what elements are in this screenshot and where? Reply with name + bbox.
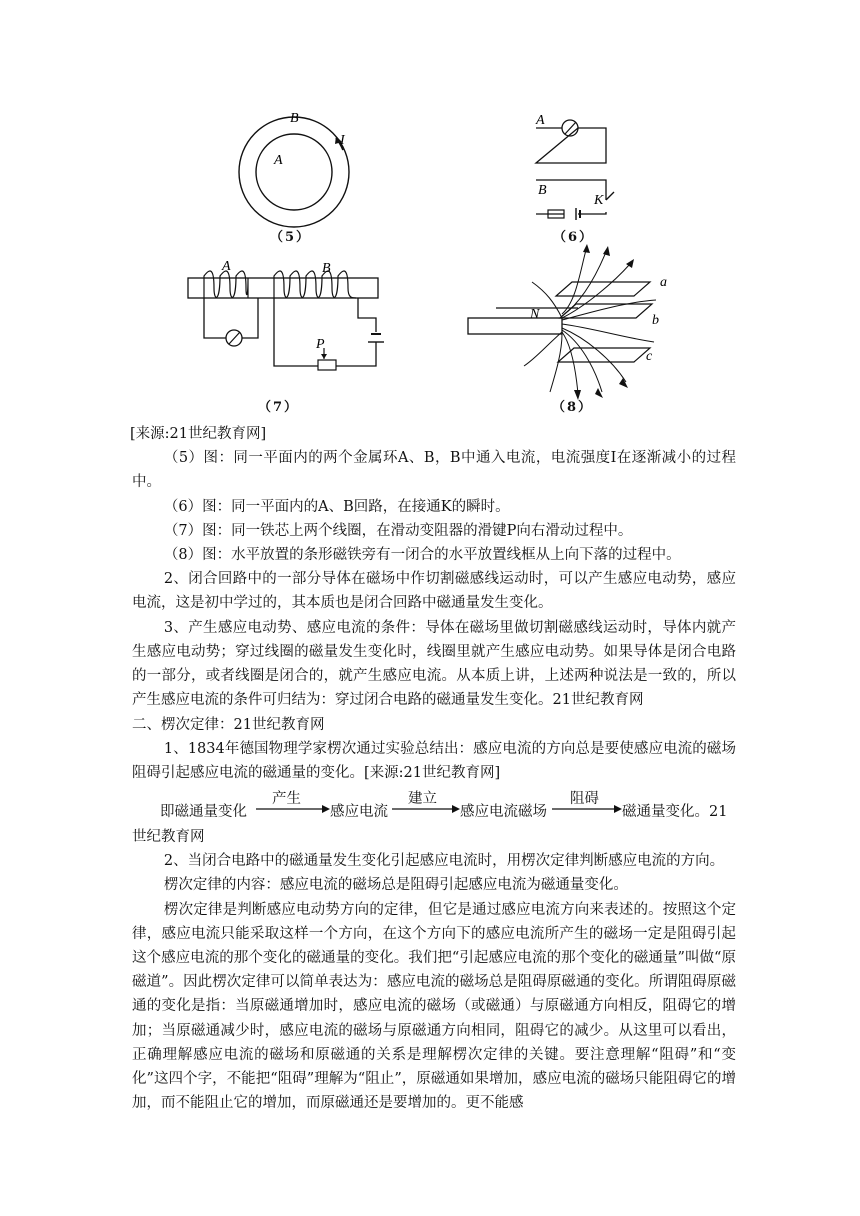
flux-chain xyxy=(132,793,762,823)
text-block-1 xyxy=(132,422,736,712)
fig7-label-b: B xyxy=(322,261,331,276)
lenz-paragraph-1: 1、1834年德国物理学家楞次通过实验总结出：感应电流的方向总是要使感应电流的磁场阻碍引起感应电流的磁通量的变化。[来源:21世纪教育网] xyxy=(132,741,736,782)
bar-magnet-frame-diagram xyxy=(466,242,676,402)
fig7-label-p: P xyxy=(316,337,325,352)
figure-8 xyxy=(466,242,676,402)
chain-tail: 世纪教育网 xyxy=(132,829,205,845)
fig8-label-c: c xyxy=(646,349,653,364)
chain-term-2: 感应电流 xyxy=(330,804,388,820)
lenz-paragraph-2: 2、当闭合电路中的磁通量发生变化引起感应电流时，用楞次定律判断感应电流的方向。 xyxy=(163,853,725,870)
fig6-caption: （6） xyxy=(553,230,595,245)
fig8-label-a: a xyxy=(660,275,667,290)
desc-fig7: （7）图：同一铁芯上两个线圈，在滑动变阻器的滑键P向右滑动过程中。 xyxy=(163,522,633,539)
chain-arrow-1-label: 产生 xyxy=(272,791,301,807)
desc-fig5: （5）图：同一平面内的两个金属环A、B，B中通入电流，电流强度I在逐渐减小的过程中。 xyxy=(132,450,736,491)
text-block-3 xyxy=(132,825,736,1115)
fig6-label-k: K xyxy=(594,193,604,208)
fig8-label-n: N xyxy=(530,307,540,322)
fig7-label-a: A xyxy=(222,259,231,274)
chain-arrow-1 xyxy=(254,793,330,827)
fig6-label-a: A xyxy=(536,113,545,128)
chain-term-3: 感应电流磁场 xyxy=(460,804,547,820)
fig8-label-b: b xyxy=(652,313,659,328)
chain-arrow-3 xyxy=(550,793,622,827)
paragraph-3: 3、产生感应电动势、感应电流的条件：导体在磁场里做切割磁感线运动时，导体内就产生感应电动势；穿过线圈的磁量发生变化时，线圈里就产生感应电动势。如果导体是闭合电路的一部分，或者线圈是闭合的，就产生感应电流。从本质上讲，上述两种说法是一致的，所以产生感应电流的条件可归结为：穿过闭合电路的磁通量发生变化。21世纪教育网 xyxy=(132,619,736,709)
chain-term-1: 即磁通量变化 xyxy=(160,804,247,820)
fig5-label-i: I xyxy=(340,133,345,148)
section-heading-lenz: 二、楞次定律：21世纪教育网 xyxy=(132,717,325,733)
chain-arrow-2-label: 建立 xyxy=(408,791,437,807)
desc-fig6: （6）图：同一平面内的A、B回路，在接通K的瞬时。 xyxy=(163,498,510,515)
fig6-label-b: B xyxy=(538,183,547,198)
paragraph-2: 2、闭合回路中的一部分导体在磁场中作切割磁感线运动时，可以产生感应电动势，感应电流，这是初中学过的，其本质也是闭合回路中磁通量发生变化。 xyxy=(132,571,736,612)
fig5-label-a: A xyxy=(274,153,283,168)
figure-6 xyxy=(528,108,618,228)
fig8-caption: （8） xyxy=(552,400,594,415)
desc-fig8: （8）图：水平放置的条形磁铁旁有一闭合的水平放置线框从上向下落的过程中。 xyxy=(163,547,681,564)
fig5-label-b: B xyxy=(290,111,299,126)
iron-core-coils-diagram xyxy=(186,258,386,393)
text-block-2 xyxy=(132,713,736,786)
lenz-paragraph-3: 楞次定律的内容：感应电流的磁场总是阻碍引起感应电流为磁通量变化。 xyxy=(163,877,628,894)
lenz-paragraph-4: 楞次定律是判断感应电动势方向的定律，但它是通过感应电流方向来表述的。按照这个定律，感应电流只能采取这样一个方向，在这个方向下的感应电流所产生的磁场一定是阻碍引起这个感应电流的那个变化的磁通量的变化。我们把“引起感应电流的那个变化的磁通量”叫做“原磁道”。因此楞次定律可以简单表达为：感应电流的磁场总是阻碍原磁通的变化。所谓阻碍原磁通的变化是指：当原磁通增加时，感应电流的磁场（或磁通）与原磁通方向相反，阻碍它的增加；当原磁通减少时，感应电流的磁场与原磁通方向相同，阻碍它的减少。从这里可以看出，正确理解感应电流的磁场和原磁通的关系是理解楞次定律的关键。要注意理解“阻碍”和“变化”这四个字，不能把“阻碍”理解为“阻止”，原磁通如果增加，感应电流的磁场只能阻碍它的增加，而不能阻止它的增加，而原磁通还是要增加的。更不能感 xyxy=(132,901,736,1112)
fig5-caption: （5） xyxy=(270,230,312,245)
two-circuits-diagram xyxy=(528,108,618,228)
chain-arrow-2 xyxy=(390,793,460,827)
chain-term-4: 磁通量变化。21 xyxy=(622,804,728,820)
fig7-caption: （7） xyxy=(258,400,300,415)
source-note: [来源:21世纪教育网] xyxy=(130,426,267,442)
chain-arrow-3-label: 阻碍 xyxy=(570,791,599,807)
figure-7 xyxy=(186,258,386,393)
